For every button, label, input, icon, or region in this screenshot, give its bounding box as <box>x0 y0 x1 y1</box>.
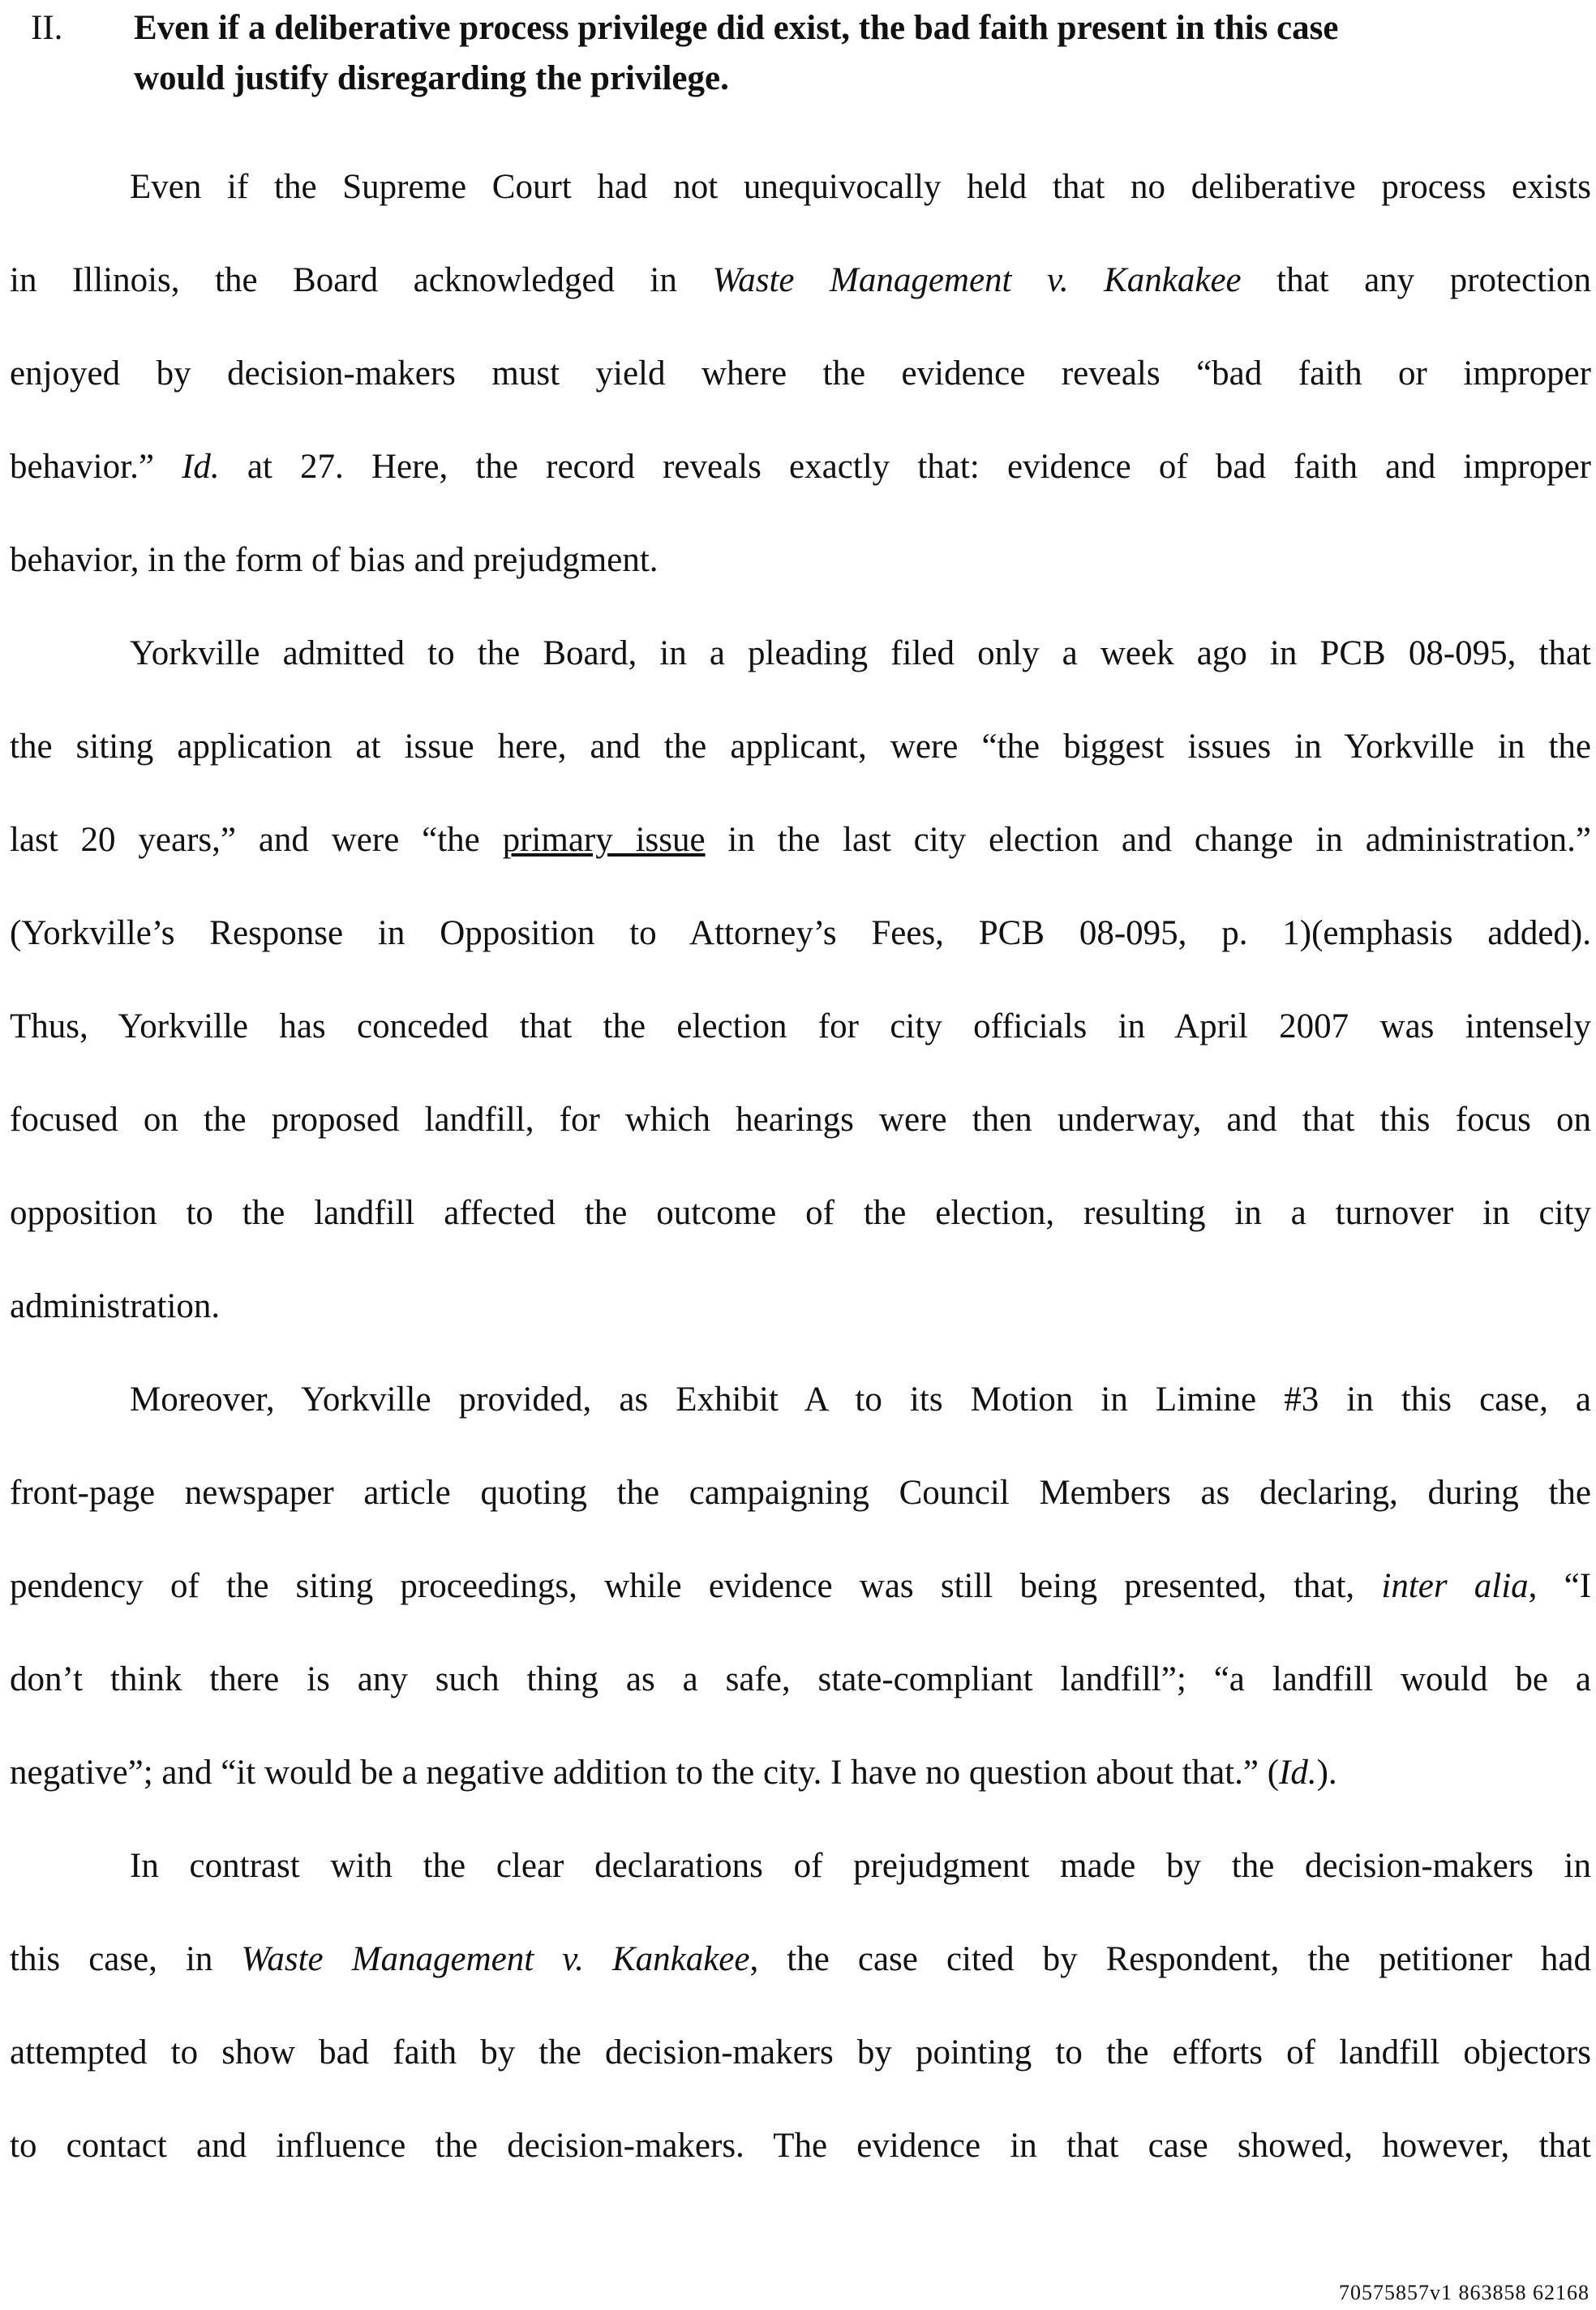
text-run: in Illinois, the Board acknowledged in <box>10 261 713 299</box>
underlined-emphasis: primary issue <box>502 821 706 859</box>
text-run: (Yorkville’s Response in Opposition to Attorney’s Fees, PCB 08-095, p. 1)(emphasis added). <box>10 914 1591 952</box>
text-run: negative”; and “it would be a negative addition to the city. I have no question about that.” ( <box>10 1754 1280 1792</box>
text-line <box>10 793 1591 887</box>
text-run: pendency of the siting proceedings, while evidence was still being presented, that, <box>10 1567 1382 1605</box>
text-run: behavior.” <box>10 448 182 486</box>
text-line <box>10 1353 1591 1446</box>
paragraph <box>10 1353 1591 1819</box>
italic-citation: Waste Management v. Kankakee <box>712 261 1242 299</box>
text-run: last 20 years,” and were “the <box>10 821 503 859</box>
italic-citation: Id. <box>1279 1754 1317 1792</box>
text-run: focused on the proposed landfill, for which hearings were then underway, and that this focus on <box>10 1101 1591 1139</box>
text-run: ). <box>1316 1754 1337 1792</box>
text-line <box>10 1073 1591 1166</box>
text-line <box>10 1726 1591 1819</box>
text-line <box>10 980 1591 1073</box>
text-run: that any protection <box>1241 261 1591 299</box>
text-line <box>10 700 1591 793</box>
text-run: administration. <box>10 1287 221 1325</box>
text-run: in the last city election and change in administration.” <box>705 821 1591 859</box>
text-line <box>10 1633 1591 1726</box>
text-run: at 27. Here, the record reveals exactly that: evidence of bad faith and improper <box>219 448 1591 486</box>
text-run: don’t think there is any such thing as a safe, state-compliant landfill”; “a landfill would be a <box>10 1660 1591 1698</box>
text-line <box>10 2006 1591 2099</box>
paragraph <box>10 1819 1591 2192</box>
text-run: Moreover, Yorkville provided, as Exhibit A to its Motion in Limine #3 in this case, a <box>130 1380 1591 1419</box>
text-line <box>10 1260 1591 1353</box>
text-run: the siting application at issue here, and the applicant, were “the biggest issues in Yorkville in the <box>10 728 1591 766</box>
text-run: attempted to show bad faith by the decision-makers by pointing to the efforts of landfill objectors <box>10 2033 1591 2072</box>
text-run: Thus, Yorkville has conceded that the election for city officials in April 2007 was intensely <box>10 1007 1591 1046</box>
section-heading-line-1: Even if a deliberative process privilege did exist, the bad faith present in this case <box>134 9 1339 47</box>
paragraph <box>10 607 1591 1353</box>
italic-citation: inter alia <box>1381 1567 1529 1605</box>
text-run: enjoyed by decision-makers must yield where the evidence reveals “bad faith or improper <box>10 354 1591 393</box>
text-run: behavior, in the form of bias and prejudgment. <box>10 541 659 579</box>
text-line <box>10 1539 1591 1633</box>
text-line <box>10 140 1591 234</box>
text-run: , “I <box>1528 1567 1592 1605</box>
text-line <box>10 420 1591 513</box>
section-heading-line-2: would justify disregarding the privilege. <box>134 59 729 97</box>
text-run: Even if the Supreme Court had not unequivocally held that no deliberative process exists <box>130 168 1591 206</box>
text-line <box>10 513 1591 607</box>
italic-citation: Id. <box>182 448 220 486</box>
section-heading <box>31 3 1592 104</box>
document-id-footer: 70575857v1 863858 62168 <box>1339 2281 1590 2304</box>
text-line <box>10 887 1591 980</box>
text-run: this case, in <box>10 1940 242 1978</box>
text-run: to contact and influence the decision-makers. The evidence in that case showed, however, that <box>10 2127 1591 2165</box>
paragraph <box>10 140 1591 607</box>
text-line <box>10 607 1591 700</box>
text-line <box>10 1446 1591 1539</box>
text-run: Yorkville admitted to the Board, in a pleading filed only a week ago in PCB 08-095, that <box>130 634 1591 672</box>
text-line <box>10 1913 1591 2006</box>
text-run: front-page newspaper article quoting the campaigning Council Members as declaring, during the <box>10 1474 1591 1512</box>
text-run: opposition to the landfill affected the outcome of the election, resulting in a turnover in city <box>10 1194 1591 1232</box>
text-line <box>10 1819 1591 1913</box>
italic-citation: Waste Management v. Kankakee <box>241 1940 750 1978</box>
text-line <box>10 1166 1591 1260</box>
text-run: , the case cited by Respondent, the petitioner had <box>749 1940 1591 1978</box>
text-line <box>10 2099 1591 2192</box>
body-text <box>10 140 1591 2192</box>
text-run: In contrast with the clear declarations of prejudgment made by the decision-makers in <box>130 1847 1591 1885</box>
text-line <box>10 327 1591 420</box>
section-number: II. <box>31 9 63 47</box>
text-line <box>10 234 1591 327</box>
